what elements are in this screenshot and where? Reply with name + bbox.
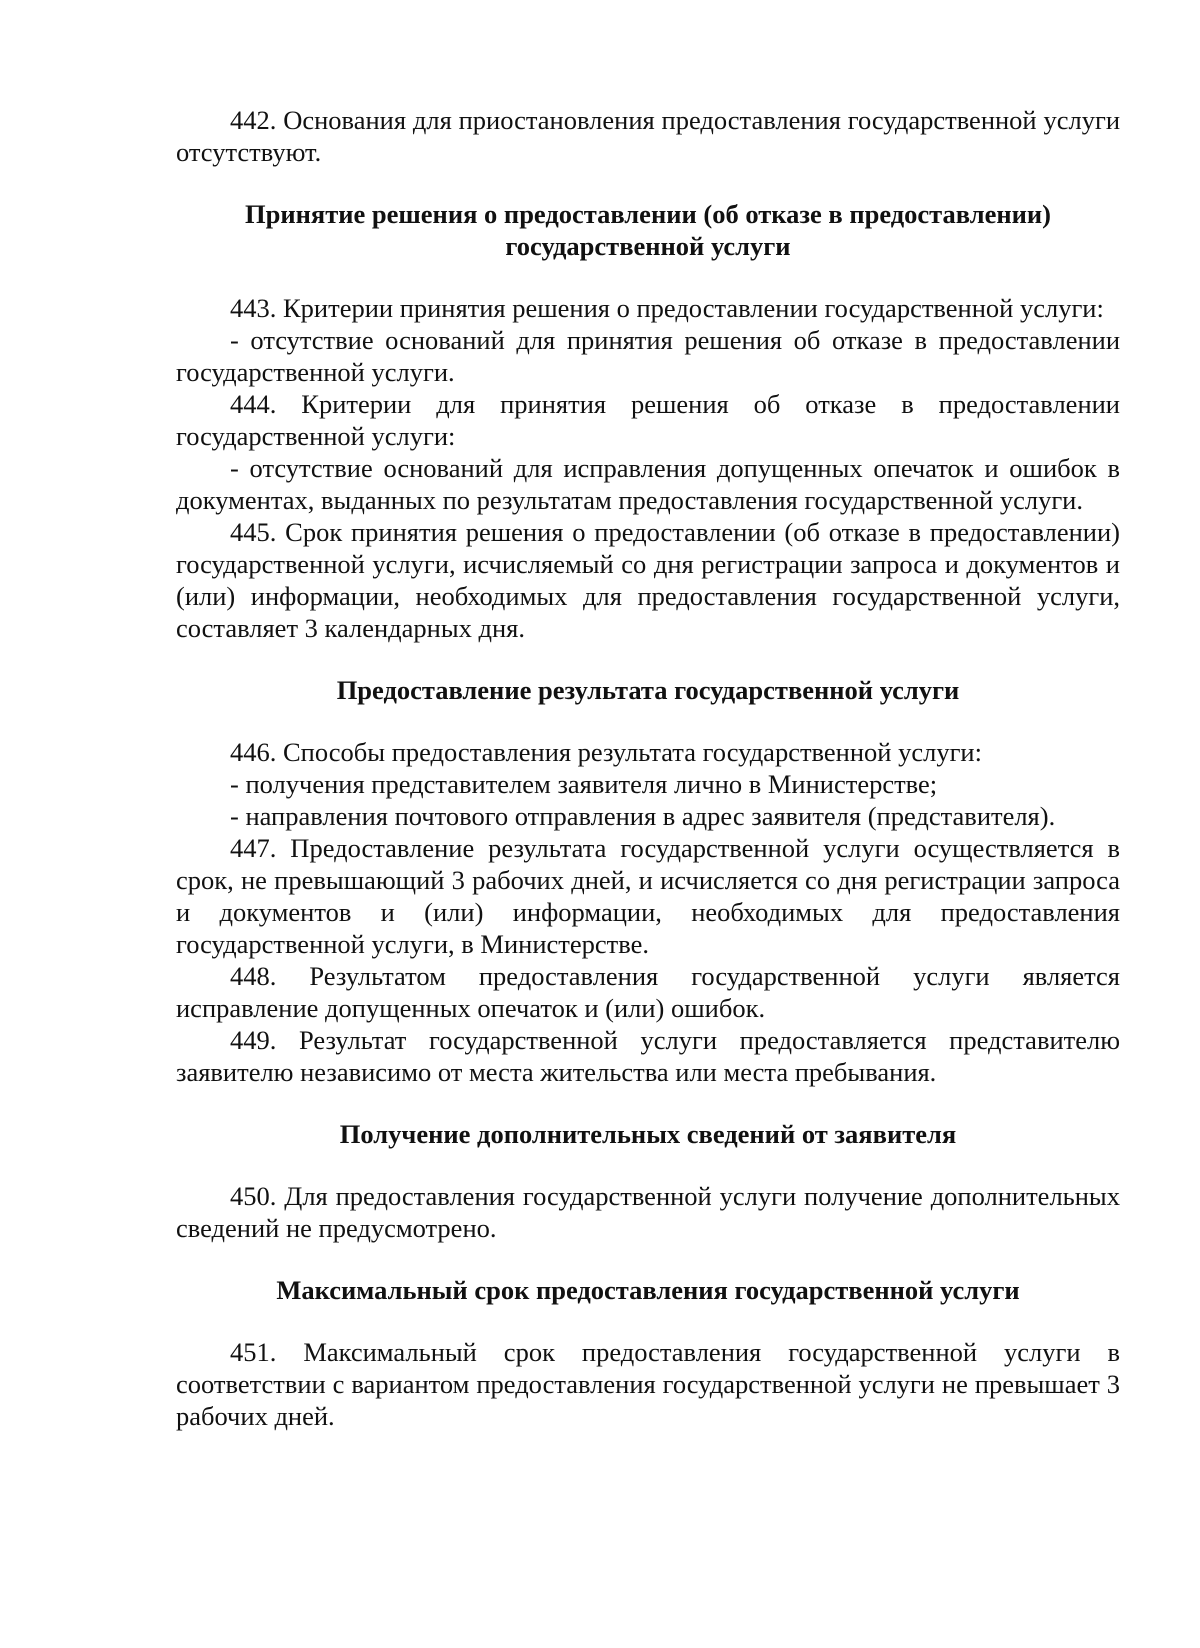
paragraph-444: 444. Критерии для принятия решения об отказе в предоставлении государственной услуги: (176, 389, 1120, 451)
section-heading-result: Предоставление результата государственной услуги (336, 675, 960, 705)
section-heading-max-term: Максимальный срок предоставления государственной услуги (276, 1275, 1020, 1305)
paragraph-446: 446. Способы предоставления результата государственной услуги: (230, 737, 982, 767)
paragraph-443: 443. Критерии принятия решения о предоставлении государственной услуги: (230, 293, 1104, 323)
paragraph-446-item-1: - получения представителем заявителя лично в Министерстве; (230, 769, 938, 799)
paragraph-448: 448. Результатом предоставления государственной услуги является исправление допущенных опечаток и (или) ошибок. (176, 961, 1120, 1023)
paragraph-443-item: - отсутствие оснований для принятия решения об отказе в предоставлении государственной услуги. (176, 325, 1120, 387)
document-page (176, 104, 1120, 1432)
paragraph-450: 450. Для предоставления государственной услуги получение дополнительных сведений не предусмотрено. (176, 1181, 1120, 1243)
paragraph-442: 442. Основания для приостановления предоставления государственной услуги отсутствуют. (176, 105, 1120, 167)
paragraph-444-item: - отсутствие оснований для исправления допущенных опечаток и ошибок в документах, выданных по результатам предоставления государственной услуги. (176, 453, 1120, 515)
paragraph-451: 451. Максимальный срок предоставления государственной услуги в соответствии с вариантом предоставления государственной услуги не превышает 3 рабочих дней. (176, 1337, 1120, 1431)
section-heading-additional-info: Получение дополнительных сведений от заявителя (339, 1119, 957, 1149)
paragraph-446-item-2: - направления почтового отправления в адрес заявителя (представителя). (230, 801, 1056, 831)
section-heading-decision: Принятие решения о предоставлении (об отказе в предоставлении) государственной услуги (245, 199, 1051, 261)
paragraph-445: 445. Срок принятия решения о предоставлении (об отказе в предоставлении) государственной услуги, исчисляемый со дня регистрации запроса и документов и (или) информации, необходимых для предоставления государственной услуги, составляет 3 календарных дня. (176, 517, 1120, 643)
paragraph-449: 449. Результат государственной услуги предоставляется представителю заявителю независимо от места жительства или места пребывания. (176, 1025, 1120, 1087)
paragraph-447: 447. Предоставление результата государственной услуги осуществляется в срок, не превышающий 3 рабочих дней, и исчисляется со дня регистрации запроса и документов и (или) информации, необходимых для предоставления государственной услуги, в Министерстве. (176, 833, 1120, 959)
